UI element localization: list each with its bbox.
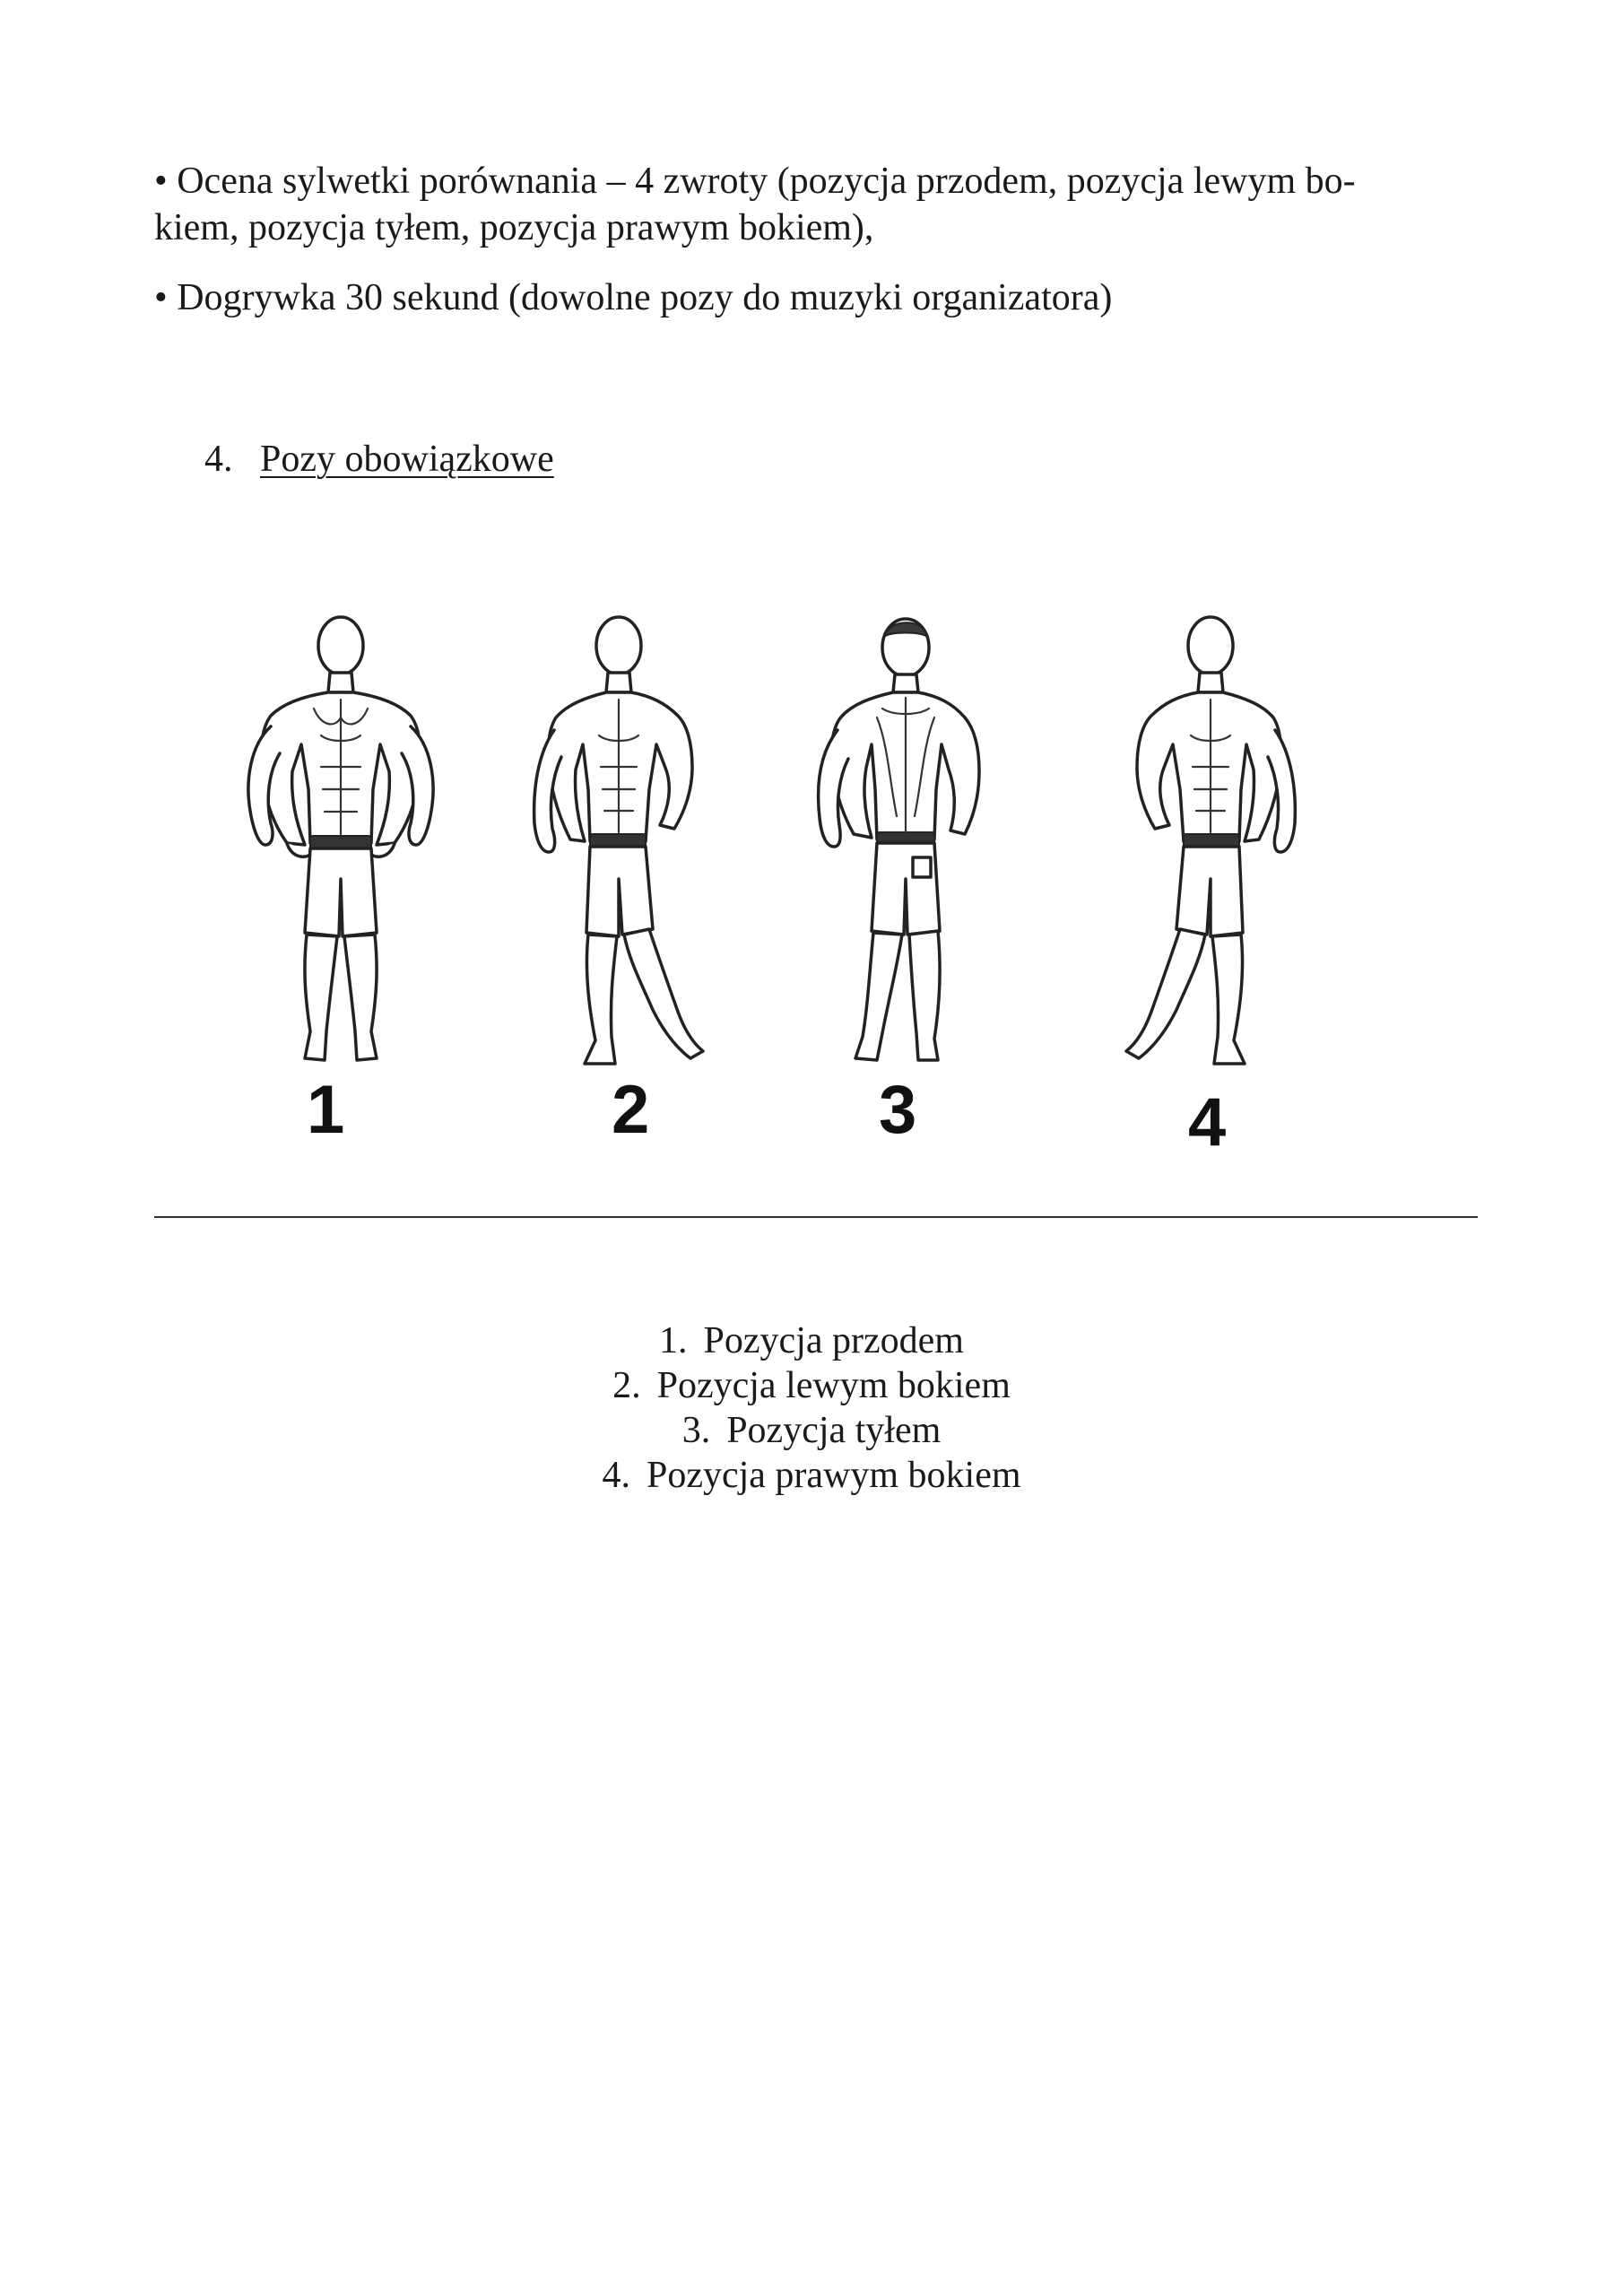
bullet-item-comparison-continued bbox=[154, 204, 873, 251]
pose-figure-front bbox=[224, 610, 457, 1081]
left-side-pose-illustration bbox=[502, 610, 735, 1076]
section-number: 4. bbox=[204, 439, 233, 480]
section-heading bbox=[204, 436, 554, 483]
back-pose-illustration bbox=[789, 610, 1022, 1076]
legend-item-1 bbox=[0, 1318, 1623, 1363]
horizontal-divider bbox=[154, 1216, 1478, 1218]
pose-number-3: 3 bbox=[879, 1072, 917, 1148]
pose-figure-right-side bbox=[1094, 610, 1327, 1081]
bullet-text-line2: kiem, pozycja tyłem, pozycja prawym bokiem), bbox=[154, 207, 874, 248]
legend-text: Pozycja prawym bokiem bbox=[646, 1455, 1021, 1496]
section-title: Pozy obowiązkowe bbox=[260, 439, 554, 480]
bullet-text: Dogrywka 30 sekund (dowolne pozy do muzyki organizatora) bbox=[177, 277, 1113, 318]
front-pose-illustration bbox=[224, 610, 457, 1076]
legend-text: Pozycja lewym bokiem bbox=[656, 1365, 1011, 1406]
legend-number: 1. bbox=[659, 1320, 688, 1361]
bullet-item-comparison bbox=[154, 158, 1356, 204]
right-side-pose-illustration bbox=[1094, 610, 1327, 1076]
legend-text: Pozycja tyłem bbox=[726, 1410, 942, 1451]
bullet-marker: • bbox=[154, 161, 168, 202]
pose-figure-left-side bbox=[502, 610, 735, 1081]
bullet-item-playoff bbox=[154, 274, 1112, 321]
bullet-marker: • bbox=[154, 277, 168, 318]
pose-number-1: 1 bbox=[307, 1072, 345, 1148]
pose-number-4: 4 bbox=[1188, 1084, 1227, 1161]
bullet-text-line1: Ocena sylwetki porównania – 4 zwroty (pozycja przodem, pozycja lewym bo- bbox=[177, 161, 1356, 202]
legend-item-3 bbox=[0, 1408, 1623, 1453]
legend-text: Pozycja przodem bbox=[703, 1320, 964, 1361]
legend-number: 2. bbox=[612, 1365, 641, 1406]
legend-number: 4. bbox=[602, 1455, 630, 1496]
legend-item-4 bbox=[0, 1453, 1623, 1498]
pose-number-2: 2 bbox=[612, 1072, 650, 1148]
pose-figure-back bbox=[789, 610, 1022, 1081]
legend-number: 3. bbox=[681, 1410, 711, 1451]
legend-item-2 bbox=[0, 1363, 1623, 1408]
